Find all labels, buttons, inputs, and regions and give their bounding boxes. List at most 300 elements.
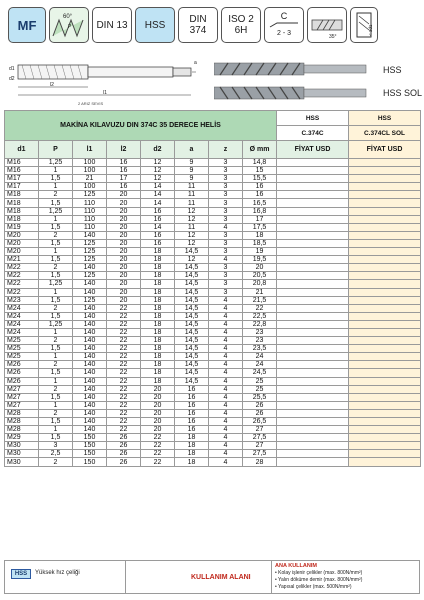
price-cell-hss-sol[interactable] (349, 320, 421, 328)
price-cell-hss-sol[interactable] (349, 442, 421, 450)
table-cell: 22 (107, 377, 141, 385)
table-cell: 18 (141, 272, 175, 280)
price-cell-hss-sol[interactable] (349, 248, 421, 256)
price-cell-hss[interactable] (277, 426, 349, 434)
price-cell-hss-sol[interactable] (349, 183, 421, 191)
table-cell: M16 (5, 159, 39, 167)
table-cell: 18 (243, 231, 277, 239)
footer-divider (125, 561, 126, 594)
table-cell: 11 (175, 183, 209, 191)
svg-text:P: P (68, 24, 72, 30)
table-cell: M24 (5, 328, 39, 336)
table-cell: 4 (209, 223, 243, 231)
table-cell: 18 (141, 369, 175, 377)
table-cell: 1,5 (39, 434, 73, 442)
price-cell-hss[interactable] (277, 239, 349, 247)
price-cell-hss-sol[interactable] (349, 312, 421, 320)
table-cell: 4 (209, 418, 243, 426)
table-cell: 22 (107, 353, 141, 361)
table-cell: 14,5 (175, 369, 209, 377)
table-cell: 22 (107, 418, 141, 426)
price-cell-hss[interactable] (277, 450, 349, 458)
price-cell-hss[interactable] (277, 248, 349, 256)
table-cell: 18 (141, 296, 175, 304)
price-cell-hss-sol[interactable] (349, 418, 421, 426)
price-cell-hss[interactable] (277, 223, 349, 231)
price-cell-hss-sol[interactable] (349, 288, 421, 296)
table-cell: 23 (243, 337, 277, 345)
table-cell: 18 (141, 361, 175, 369)
table-cell: 14,5 (175, 288, 209, 296)
price-cell-hss-sol[interactable] (349, 167, 421, 175)
price-cell-hss[interactable] (277, 312, 349, 320)
price-cell-hss-sol[interactable] (349, 377, 421, 385)
table-cell: 18 (141, 328, 175, 336)
table-cell: 4 (209, 426, 243, 434)
table-cell: 27 (243, 442, 277, 450)
table-row (5, 418, 421, 426)
table-cell: 4 (209, 304, 243, 312)
table-cell: 11 (175, 191, 209, 199)
table-cell: 14,5 (175, 320, 209, 328)
table-cell: 22 (107, 337, 141, 345)
table-row (5, 288, 421, 296)
price-cell-hss-sol[interactable] (349, 207, 421, 215)
table-cell: 20 (243, 264, 277, 272)
table-row (5, 272, 421, 280)
col-l2: l2 (107, 141, 141, 159)
table-cell: 3 (209, 272, 243, 280)
table-title: MAKİNA KILAVUZU DIN 374C 35 DERECE HELİS (5, 111, 277, 141)
table-cell: M27 (5, 393, 39, 401)
table-cell: 12 (175, 207, 209, 215)
table-row (5, 280, 421, 288)
table-cell: 1 (39, 167, 73, 175)
price-cell-hss-sol[interactable] (349, 304, 421, 312)
table-cell: M18 (5, 207, 39, 215)
col-z: z (209, 141, 243, 159)
price-cell-hss[interactable] (277, 159, 349, 167)
table-cell: 14,5 (175, 304, 209, 312)
col-drill-dia: Ø mm (243, 141, 277, 159)
table-cell: 20 (107, 264, 141, 272)
price-cell-hss-sol[interactable] (349, 345, 421, 353)
table-cell: M28 (5, 409, 39, 417)
hss-tool-label: HSS (383, 65, 402, 75)
price-cell-hss[interactable] (277, 288, 349, 296)
price-cell-hss[interactable] (277, 231, 349, 239)
price-cell-hss-sol[interactable] (349, 159, 421, 167)
price-cell-hss[interactable] (277, 442, 349, 450)
usage-footer (4, 560, 420, 594)
table-cell: 12 (175, 215, 209, 223)
price-cell-hss-sol[interactable] (349, 280, 421, 288)
table-cell: 1,5 (39, 296, 73, 304)
table-cell: 4 (209, 328, 243, 336)
table-cell: 27 (243, 426, 277, 434)
table-cell: 12 (141, 159, 175, 167)
table-row (5, 409, 421, 417)
table-cell: M30 (5, 442, 39, 450)
table-cell: 125 (73, 239, 107, 247)
table-row (5, 239, 421, 247)
helix-badge (307, 7, 347, 43)
table-cell: 4 (209, 442, 243, 450)
table-cell: 150 (73, 434, 107, 442)
table-cell: 11 (175, 199, 209, 207)
chamfer-badge (264, 7, 304, 43)
table-cell: 12 (175, 239, 209, 247)
table-cell: 1 (39, 215, 73, 223)
table-cell: 110 (73, 199, 107, 207)
table-cell: 4 (209, 458, 243, 466)
table-row (5, 328, 421, 336)
table-cell: M26 (5, 369, 39, 377)
price-cell-hss[interactable] (277, 385, 349, 393)
table-row (5, 248, 421, 256)
table-cell: 22,8 (243, 320, 277, 328)
table-cell: 22 (141, 450, 175, 458)
table-cell: M20 (5, 231, 39, 239)
spec-badges (8, 7, 378, 43)
price-cell-hss-sol[interactable] (349, 296, 421, 304)
table-cell: 4 (209, 320, 243, 328)
price-cell-hss[interactable] (277, 369, 349, 377)
price-cell-hss-sol[interactable] (349, 393, 421, 401)
table-cell: 26 (107, 442, 141, 450)
table-cell: 1,5 (39, 239, 73, 247)
table-cell: 1 (39, 377, 73, 385)
table-cell: 2 (39, 191, 73, 199)
tap-spec-table (4, 110, 421, 467)
price-cell-hss-sol[interactable] (349, 361, 421, 369)
table-cell: 21 (73, 175, 107, 183)
table-cell: 17,5 (243, 223, 277, 231)
footer-hss-text: Yüksek hız çeliği (35, 570, 80, 576)
table-cell: 20 (107, 207, 141, 215)
table-cell: M19 (5, 223, 39, 231)
price-cell-hss-sol[interactable] (349, 409, 421, 417)
table-cell: M22 (5, 272, 39, 280)
price-cell-hss[interactable] (277, 296, 349, 304)
table-cell: 20,5 (243, 272, 277, 280)
price-cell-hss-sol[interactable] (349, 231, 421, 239)
table-row (5, 159, 421, 167)
table-cell: 140 (73, 361, 107, 369)
table-cell: 140 (73, 288, 107, 296)
table-row (5, 215, 421, 223)
table-row (5, 199, 421, 207)
table-cell: 22 (107, 361, 141, 369)
table-cell: 14,5 (175, 361, 209, 369)
table-cell: 3 (209, 199, 243, 207)
table-cell: 26,5 (243, 418, 277, 426)
table-cell: 1 (39, 183, 73, 191)
table-cell: 1,5 (39, 199, 73, 207)
table-row (5, 256, 421, 264)
table-cell: 2 (39, 264, 73, 272)
table-cell: 23,5 (243, 345, 277, 353)
usage-item: • Kolay işlenir çelikler (max. 800N/mm²) (275, 570, 363, 576)
table-cell: M28 (5, 426, 39, 434)
l1-label: l1 (103, 90, 107, 96)
table-cell: 16 (141, 231, 175, 239)
table-cell: 14,5 (175, 353, 209, 361)
table-cell: 3 (209, 280, 243, 288)
table-cell: 4 (209, 450, 243, 458)
hss-tap-image (214, 58, 370, 80)
table-cell: 16 (243, 191, 277, 199)
price-cell-hss[interactable] (277, 215, 349, 223)
hss-sol-tap-image (214, 82, 370, 104)
price-cell-hss-sol[interactable] (349, 450, 421, 458)
table-cell: 140 (73, 377, 107, 385)
table-cell: 18 (175, 458, 209, 466)
table-cell: 18 (141, 304, 175, 312)
table-cell: 16,8 (243, 207, 277, 215)
price-cell-hss-sol[interactable] (349, 272, 421, 280)
table-cell: M18 (5, 199, 39, 207)
price-cell-hss[interactable] (277, 345, 349, 353)
table-cell: 23 (243, 328, 277, 336)
table-cell: 27,5 (243, 450, 277, 458)
table-cell: 24,5 (243, 369, 277, 377)
table-cell: 4 (209, 256, 243, 264)
table-row (5, 183, 421, 191)
price-cell-hss[interactable] (277, 272, 349, 280)
table-cell: 1,25 (39, 320, 73, 328)
iso-tolerance-badge: ISO 2 6H (221, 7, 261, 43)
table-cell: 24 (243, 361, 277, 369)
table-cell: 3 (209, 248, 243, 256)
price-cell-hss[interactable] (277, 418, 349, 426)
d2-label: d2 (9, 76, 15, 82)
price-cell-hss-sol[interactable] (349, 223, 421, 231)
table-cell: M22 (5, 288, 39, 296)
table-cell: 18,5 (243, 239, 277, 247)
l2-label: l2 (50, 82, 54, 88)
table-cell: 2 (39, 337, 73, 345)
price-cell-hss-sol[interactable] (349, 239, 421, 247)
table-cell: 22,5 (243, 312, 277, 320)
table-row (5, 369, 421, 377)
price-head-hss: FİYAT USD (277, 141, 349, 159)
table-cell: 140 (73, 401, 107, 409)
table-cell: 14,5 (175, 345, 209, 353)
table-cell: 125 (73, 191, 107, 199)
price-cell-hss[interactable] (277, 199, 349, 207)
table-cell: 1,5 (39, 312, 73, 320)
table-cell: 22 (107, 426, 141, 434)
table-cell: 2 (39, 385, 73, 393)
table-cell: M22 (5, 264, 39, 272)
hss-badge: HSS (135, 7, 175, 43)
table-row (5, 426, 421, 434)
table-cell: 24 (243, 353, 277, 361)
hss-column-head: HSS (277, 111, 349, 126)
table-cell: 140 (73, 320, 107, 328)
table-cell: 20 (141, 393, 175, 401)
table-cell: M27 (5, 385, 39, 393)
price-cell-hss-sol[interactable] (349, 328, 421, 336)
price-cell-hss-sol[interactable] (349, 199, 421, 207)
table-row (5, 312, 421, 320)
price-cell-hss[interactable] (277, 328, 349, 336)
table-cell: 20 (107, 231, 141, 239)
table-cell: 1 (39, 288, 73, 296)
table-cell: 22 (107, 312, 141, 320)
table-cell: 25,5 (243, 393, 277, 401)
price-cell-hss[interactable] (277, 167, 349, 175)
table-cell: 22 (141, 442, 175, 450)
price-cell-hss-sol[interactable] (349, 175, 421, 183)
table-cell: 140 (73, 280, 107, 288)
table-cell: 140 (73, 231, 107, 239)
table-cell: 110 (73, 223, 107, 231)
col-d2: d2 (141, 141, 175, 159)
table-cell: 20 (141, 409, 175, 417)
table-cell: 26 (107, 434, 141, 442)
table-cell: 14,5 (175, 377, 209, 385)
table-cell: 140 (73, 304, 107, 312)
price-cell-hss-sol[interactable] (349, 458, 421, 466)
table-cell: 14,5 (175, 264, 209, 272)
table-cell: 3 (209, 191, 243, 199)
table-cell: 1,5 (39, 223, 73, 231)
table-cell: 3 (209, 231, 243, 239)
table-cell: M29 (5, 434, 39, 442)
price-cell-hss-sol[interactable] (349, 191, 421, 199)
spiral-flute-icon (309, 10, 345, 40)
table-cell: 4 (209, 337, 243, 345)
table-cell: 125 (73, 296, 107, 304)
table-cell: M24 (5, 312, 39, 320)
table-cell: 20 (107, 256, 141, 264)
price-cell-hss[interactable] (277, 304, 349, 312)
svg-text:35°: 35° (329, 34, 337, 40)
table-cell: 1,5 (39, 418, 73, 426)
table-row (5, 361, 421, 369)
table-cell: 27,5 (243, 434, 277, 442)
table-cell: 14,5 (175, 328, 209, 336)
table-cell: 18 (141, 248, 175, 256)
table-cell: 18 (141, 256, 175, 264)
price-cell-hss[interactable] (277, 361, 349, 369)
table-row (5, 191, 421, 199)
table-row (5, 167, 421, 175)
table-cell: 2 (39, 409, 73, 417)
table-cell: 15 (243, 167, 277, 175)
price-cell-hss[interactable] (277, 458, 349, 466)
price-cell-hss[interactable] (277, 207, 349, 215)
table-cell: 18 (141, 353, 175, 361)
table-cell: 18 (175, 450, 209, 458)
price-cell-hss[interactable] (277, 353, 349, 361)
table-cell: 140 (73, 345, 107, 353)
table-cell: 22 (107, 385, 141, 393)
table-cell: 20 (107, 191, 141, 199)
table-cell: 20 (107, 199, 141, 207)
table-cell: M30 (5, 458, 39, 466)
price-cell-hss[interactable] (277, 377, 349, 385)
table-cell: 125 (73, 256, 107, 264)
price-cell-hss-sol[interactable] (349, 369, 421, 377)
table-cell: 22 (107, 328, 141, 336)
table-cell: 14 (141, 183, 175, 191)
table-cell: 140 (73, 337, 107, 345)
chamfer-value: 2 - 3 (276, 30, 291, 37)
table-cell: 16 (107, 183, 141, 191)
table-cell: 18 (141, 312, 175, 320)
col-a: a (175, 141, 209, 159)
price-cell-hss-sol[interactable] (349, 256, 421, 264)
table-cell: M16 (5, 167, 39, 175)
price-cell-hss-sol[interactable] (349, 434, 421, 442)
price-cell-hss[interactable] (277, 264, 349, 272)
din13-badge: DIN 13 (92, 7, 132, 43)
price-cell-hss[interactable] (277, 183, 349, 191)
table-cell: 25 (243, 385, 277, 393)
price-cell-hss[interactable] (277, 409, 349, 417)
table-row (5, 223, 421, 231)
table-cell: 4 (209, 401, 243, 409)
table-row (5, 442, 421, 450)
table-cell: 18 (141, 337, 175, 345)
table-cell: 19 (243, 248, 277, 256)
price-cell-hss[interactable] (277, 434, 349, 442)
price-cell-hss-sol[interactable] (349, 401, 421, 409)
table-cell: 18 (175, 434, 209, 442)
table-cell: 4 (209, 369, 243, 377)
table-row (5, 353, 421, 361)
table-cell: 1,5 (39, 369, 73, 377)
table-cell: 18 (141, 345, 175, 353)
price-cell-hss-sol[interactable] (349, 215, 421, 223)
price-cell-hss[interactable] (277, 401, 349, 409)
table-cell: 15,5 (243, 175, 277, 183)
table-cell: 14,5 (175, 272, 209, 280)
table-cell: 3 (209, 215, 243, 223)
table-cell: 9 (175, 167, 209, 175)
table-cell: 20 (141, 401, 175, 409)
price-cell-hss-sol[interactable] (349, 337, 421, 345)
table-cell: 20 (141, 385, 175, 393)
price-cell-hss[interactable] (277, 256, 349, 264)
table-cell: 21 (243, 288, 277, 296)
table-cell: 3 (209, 167, 243, 175)
table-cell: 14,5 (175, 312, 209, 320)
price-cell-hss[interactable] (277, 280, 349, 288)
table-cell: M22 (5, 280, 39, 288)
price-cell-hss[interactable] (277, 175, 349, 183)
price-cell-hss-sol[interactable] (349, 385, 421, 393)
hss-sol-column-head: HSS (349, 111, 421, 126)
table-cell: 18 (141, 264, 175, 272)
price-cell-hss-sol[interactable] (349, 264, 421, 272)
price-cell-hss[interactable] (277, 337, 349, 345)
price-cell-hss-sol[interactable] (349, 426, 421, 434)
price-cell-hss-sol[interactable] (349, 353, 421, 361)
table-cell: M18 (5, 215, 39, 223)
hss-sol-tool-label: HSS SOL (383, 88, 423, 98)
usage-area-title: KULLANIM ALANI (191, 574, 251, 581)
price-cell-hss[interactable] (277, 191, 349, 199)
table-cell: M26 (5, 361, 39, 369)
price-cell-hss[interactable] (277, 393, 349, 401)
table-cell: 20 (107, 215, 141, 223)
price-cell-hss[interactable] (277, 320, 349, 328)
table-cell: M24 (5, 320, 39, 328)
